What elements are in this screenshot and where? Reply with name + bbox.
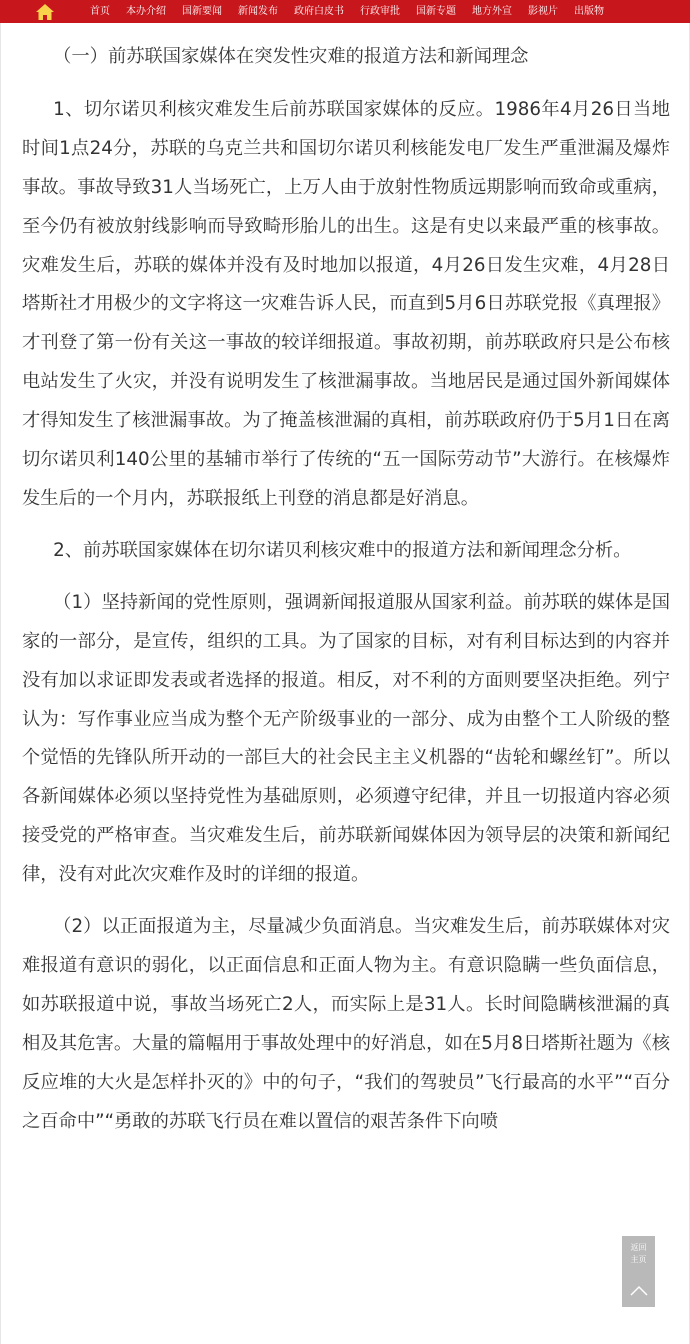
nav-item-special-topics[interactable]: 国新专题 — [416, 6, 456, 17]
nav-item-local-publicity[interactable]: 地方外宣 — [472, 6, 512, 17]
scroll-to-top-button[interactable] — [622, 1272, 655, 1307]
nav-item-about[interactable]: 本办介绍 — [126, 6, 166, 17]
nav-menu — [90, 0, 620, 23]
article-body — [22, 38, 670, 1154]
nav-item-administrative-approval[interactable]: 行政审批 — [360, 6, 400, 17]
floating-toolbar — [622, 1236, 655, 1307]
back-to-homepage-label-line1: 返回 — [630, 1242, 647, 1252]
article-paragraph: 2、前苏联国家媒体在切尔诺贝利核灾难中的报道方法和新闻理念分析。 — [53, 539, 632, 561]
nav-item-publications[interactable]: 出版物 — [574, 6, 604, 17]
nav-item-white-papers[interactable]: 政府白皮书 — [294, 6, 344, 17]
home-icon — [35, 3, 55, 21]
back-to-homepage-label-line2: 主页 — [630, 1254, 647, 1264]
nav-item-home[interactable]: 首页 — [90, 6, 110, 17]
section-heading: （一）前苏联国家媒体在突发性灾难的报道方法和新闻理念 — [53, 46, 529, 67]
nav-item-news[interactable]: 国新要闻 — [182, 6, 222, 17]
nav-item-press-release[interactable]: 新闻发布 — [238, 6, 278, 17]
article-paragraph: 1、切尔诺贝利核灾难发生后前苏联国家媒体的反应。1986年4月26日当地时间1点24分，苏联的乌克兰共和国切尔诺贝利核能发电厂发生严重泄漏及爆炸事故。事故导致31人当场死亡，上万人由于放射性物质远期影响而致命或重病，至今仍有被放射线影响而导致畸形胎儿的出生。这是有史以来最严重的核事故。灾难发生后，苏联的媒体并没有及时地加以报道，4月26日发生灾难，4月28日塔斯社才用极少的文字将这一灾难告诉人民，而直到5月6日苏联党报《真理报》才刊登了第一份有关这一事故的较详细报道。事故初期，前苏联政府只是公布核电站发生了火灾，并没有说明发生了核泄漏事故。当地居民是通过国外新闻媒体才得知发生了核泄漏事故。为了掩盖核泄漏的真相，前苏联政府仍于5月1日在离切尔诺贝利140公里的基辅市举行了传统的“五一国际劳动节”大游行。在核爆炸发生后的一个月内，苏联报纸上刊登的消息都是好消息。 — [22, 98, 670, 509]
article-paragraph: （1）坚持新闻的党性原则，强调新闻报道服从国家利益。前苏联的媒体是国家的一部分，是宣传，组织的工具。为了国家的目标，对有利目标达到的内容并没有加以求证即发表或者选择的报道。相反，对不利的方面则要坚决拒绝。列宁认为：写作事业应当成为整个无产阶级事业的一部分、成为由整个工人阶级的整个觉悟的先锋队所开动的一部巨大的社会民主主义机器的“齿轮和螺丝钉”。所以各新闻媒体必须以坚持党性为基础原则，必须遵守纪律，并且一切报道内容必须接受党的严格审查。当灾难发生后，前苏联新闻媒体因为领导层的决策和新闻纪律，没有对此次灾难作及时的详细的报道。 — [22, 591, 670, 886]
home-link[interactable] — [0, 0, 90, 23]
page-border-left — [0, 23, 1, 1344]
back-to-homepage-button[interactable] — [622, 1236, 655, 1271]
top-navigation-bar — [0, 0, 690, 23]
chevron-up-icon — [629, 1284, 649, 1296]
nav-item-films[interactable]: 影视片 — [528, 6, 558, 17]
article-paragraph: （2）以正面报道为主，尽量减少负面消息。当灾难发生后，前苏联媒体对灾难报道有意识的弱化，以正面信息和正面人物为主。有意识隐瞒一些负面信息，如苏联报道中说，事故当场死亡2人，而实际上是31人。长时间隐瞒核泄漏的真相及其危害。大量的篇幅用于事故处理中的好消息，如在5月8日塔斯社题为《核反应堆的大火是怎样扑灭的》中的句子，“我们的驾驶员”飞行最高的水平”“百分之百命中”“勇敢的苏联飞行员在难以置信的艰苦条件下向喷 — [22, 916, 670, 1132]
